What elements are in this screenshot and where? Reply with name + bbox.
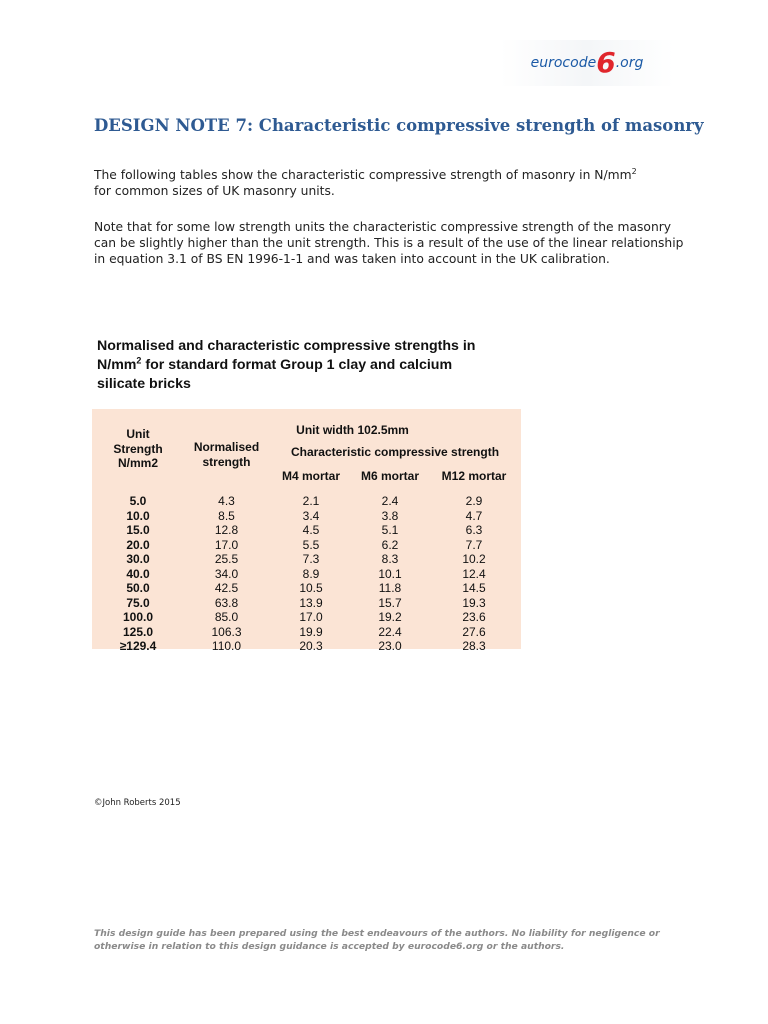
page-title: DESIGN NOTE 7: Characteristic compressive strength of masonry (94, 116, 704, 135)
table-row: ≥129.4 110.0 20.3 23.0 28.3 (119, 639, 486, 653)
eurocode6-logo (500, 40, 674, 86)
table-row: 5.0 4.3 2.1 2.4 2.9 (129, 494, 483, 508)
logo-prefix: eurocode (530, 55, 597, 71)
note-paragraph (94, 219, 683, 267)
intro-line1-sup: 2 (631, 166, 637, 176)
note-line1: Note that for some low strength units the characteristic compressive strength of the masonry (94, 220, 672, 234)
disclaimer (94, 927, 660, 953)
table-title-line2-sup: 2 (136, 355, 142, 366)
table-row: 15.0 12.8 4.5 5.1 6.3 (126, 523, 483, 537)
unit-strength-header: Unit Strength N/mm2 (113, 427, 163, 470)
intro-line1: The following tables show the characteristic compressive strength of masonry in N/mm (94, 168, 632, 182)
table-row: 20.0 17.0 5.5 6.2 7.7 (126, 537, 483, 552)
strength-table-body (92, 494, 521, 654)
m12-mortar-header: M12 mortar (441, 468, 507, 483)
table-row: 10.0 8.5 3.4 3.8 4.7 (126, 508, 483, 523)
characteristic-strength-header: Characteristic compressive strength (290, 444, 500, 459)
logo-suffix: .org (615, 55, 644, 71)
table-title-line2-post: for standard format Group 1 clay and calcium (141, 357, 453, 373)
unit-width-header: Unit width 102.5mm (296, 423, 409, 438)
table-row: 50.0 42.5 10.5 11.8 14.5 (126, 581, 486, 595)
table-title (97, 337, 475, 394)
strength-table (92, 421, 521, 654)
table-title-line1: Normalised and characteristic compressive strengths in (97, 338, 476, 354)
table-row: 40.0 34.0 8.9 10.1 12.4 (126, 566, 486, 581)
table-title-line3: silicate bricks (97, 376, 191, 392)
disclaimer-line2: otherwise in relation to this design guidance is accepted by eurocode6.org or the authors. (94, 941, 565, 952)
table-row: 75.0 63.8 13.9 15.7 19.3 (126, 595, 486, 610)
normalised-strength-header: Normalised strength (193, 440, 260, 469)
intro-paragraph (94, 167, 637, 199)
logo-digit: 6 (596, 46, 616, 79)
strength-table-panel (92, 409, 521, 653)
note-line3: in equation 3.1 of BS EN 1996-1-1 and was taken into account in the UK calibration. (94, 252, 610, 266)
note-line2: can be slightly higher than the unit strength. This is a result of the use of the linear relationship (94, 236, 684, 250)
copyright-notice: ©John Roberts 2015 (94, 798, 181, 808)
table-title-line2-pre: N/mm (97, 357, 137, 373)
disclaimer-line1: This design guide has been prepared using the best endeavours of the authors. No liability for negligence or (94, 928, 660, 939)
m4-mortar-header: M4 mortar (281, 468, 340, 483)
table-row: 30.0 25.5 7.3 8.3 10.2 (126, 552, 486, 566)
table-row: 100.0 85.0 17.0 19.2 23.6 (122, 610, 486, 624)
m6-mortar-header: M6 mortar (360, 468, 419, 483)
table-row: 125.0 106.3 19.9 22.4 27.6 (122, 624, 486, 639)
intro-line2: for common sizes of UK masonry units. (94, 184, 335, 198)
